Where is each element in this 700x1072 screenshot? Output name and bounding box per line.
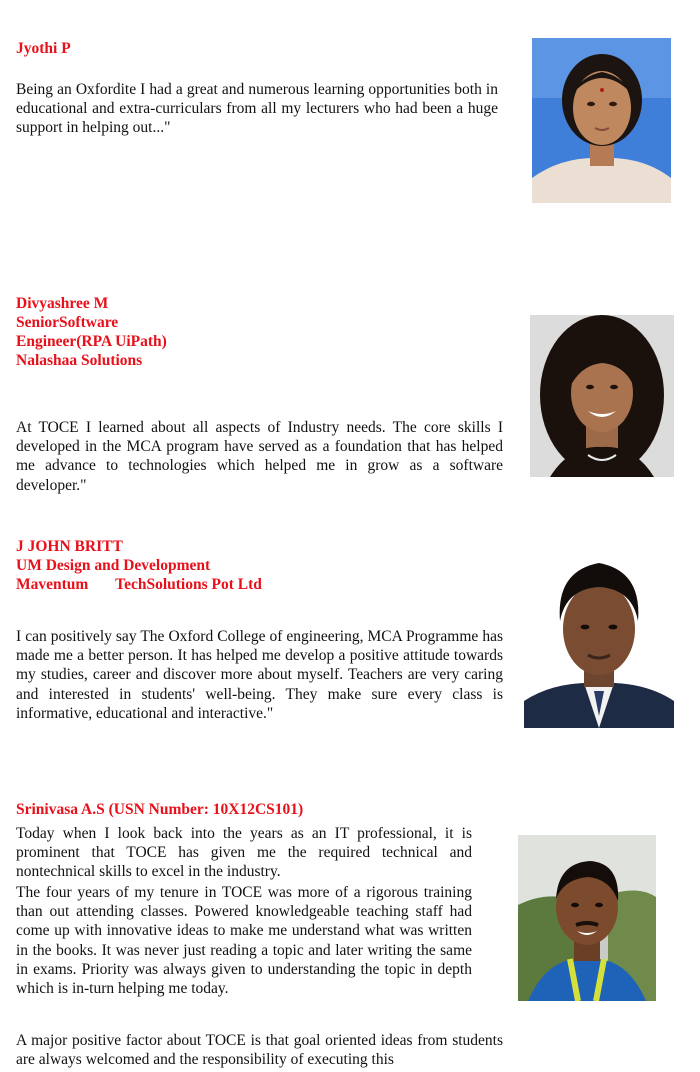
name-line: Maventum TechSolutions Pot Ltd xyxy=(16,576,262,593)
name-line: UM Design and Development xyxy=(16,557,211,574)
name-line: Jyothi P xyxy=(16,40,71,57)
name-line: SeniorSoftware xyxy=(16,314,119,331)
testimonial-text: I can positively say The Oxford College of engineering, MCA Programme has made me a better person. It has helped me develop a positive attitude towards my studies, career and discover more about myself. Teachers are very caring and interested in students' well-being. They make sure every class is informative, educational and interactive." xyxy=(16,628,503,722)
portrait-photo xyxy=(530,315,674,477)
name-line: Divyashree M xyxy=(16,295,109,312)
name-line: J JOHN BRITT xyxy=(16,538,123,555)
testimonial-name xyxy=(16,800,303,819)
name-line: Srinivasa A.S (USN Number: 10X12CS101) xyxy=(16,801,304,818)
testimonial-text: The four years of my tenure in TOCE was more of a rigorous training than out attending classes. Powered knowledgeable teaching staff had come up with innovative ideas to make me understand what was written in the books. It was never just reading a topic and later writing the same in exams. Priority was always given to understanding the topic in depth which is in-turn helping me today. xyxy=(16,884,472,998)
portrait-photo xyxy=(524,541,674,728)
testimonial-name xyxy=(16,294,167,370)
testimonial-name xyxy=(16,39,71,58)
name-line: Engineer(RPA UiPath) xyxy=(16,333,167,350)
portrait-photo xyxy=(532,38,671,203)
testimonial-name xyxy=(16,537,262,594)
portrait-photo xyxy=(518,835,656,1001)
name-line: Nalashaa Solutions xyxy=(16,352,143,369)
testimonial-text: At TOCE I learned about all aspects of Industry needs. The core skills I developed in the MCA program have served as a foundation that has helped me advance to technologies which helped me in grow as a software developer." xyxy=(16,419,503,494)
testimonial-text: Today when I look back into the years as an IT professional, it is prominent that TOCE has given me the required technical and nontechnical skills to excel in the industry. xyxy=(16,825,472,881)
testimonial-text: A major positive factor about TOCE is that goal oriented ideas from students are always welcomed and the responsibility of executing this xyxy=(16,1032,503,1069)
testimonial-text: Being an Oxfordite I had a great and numerous learning opportunities both in educational and extra-curriculars from all my lecturers who had been a huge support in helping out..." xyxy=(16,81,498,137)
